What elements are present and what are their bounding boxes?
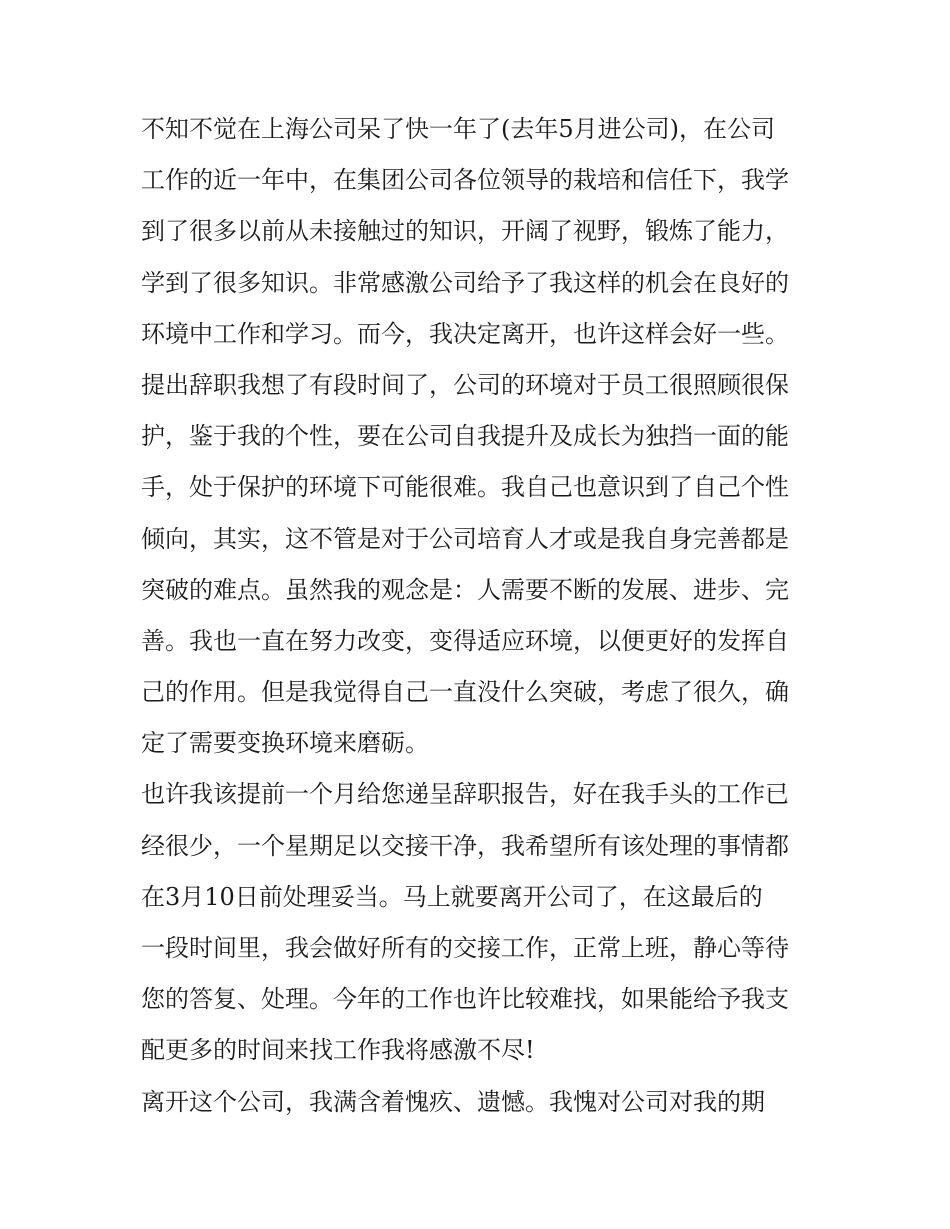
text-line: 环境中工作和学习。而今，我决定离开，也许这样会好一些。: [141, 319, 789, 348]
text-line: 不知不觉在上海公司呆了快一年了(去年5月进公司)，在公司: [141, 115, 775, 143]
text-line: 倾向，其实，这不管是对于公司培育人才或是我自身完善都是: [141, 524, 789, 553]
text-line: 您的答复、处理。今年的工作也许比较难找，如果能给予我支: [141, 985, 789, 1014]
text-line: 工作的近一年中，在集团公司各位领导的栽培和信任下，我学: [141, 166, 789, 195]
text-line: 一段时间里，我会做好所有的交接工作，正常上班，静心等待: [141, 934, 789, 962]
text-line: 定了需要变换环境来磨砺。: [141, 729, 429, 758]
text-line: 善。我也一直在努力改变，变得适应环境，以便更好的发挥自: [141, 626, 789, 655]
text-line: 护，鉴于我的个性，要在公司自我提升及成长为独挡一面的能: [141, 422, 789, 451]
text-line: 经很少，一个星期足以交接干净，我希望所有该处理的事情都: [141, 831, 789, 860]
text-line: 突破的难点。虽然我的观念是：人需要不断的发展、进步、完: [141, 575, 789, 604]
text-line: 在3月10日前处理妥当。马上就要离开公司了，在这最后的: [141, 882, 763, 911]
text-line: 到了很多以前从未接触过的知识，开阔了视野，锻炼了能力，: [141, 217, 789, 246]
text-line: 手，处于保护的环境下可能很难。我自己也意识到了自己个性: [141, 473, 789, 502]
resignation-letter-body: [141, 104, 821, 1128]
text-line: 提出辞职我想了有段时间了，公司的环境对于员工很照顾很保: [141, 370, 789, 399]
text-line: 己的作用。但是我觉得自己一直没什么突破，考虑了很久，确: [141, 678, 789, 707]
text-line: 配更多的时间来找工作我将感激不尽!: [141, 1036, 535, 1065]
text-line: 学到了很多知识。非常感激公司给予了我这样的机会在良好的: [141, 268, 789, 297]
text-line: 离开这个公司，我满含着愧疚、遗憾。我愧对公司对我的期: [141, 1087, 765, 1116]
text-line: 也许我该提前一个月给您递呈辞职报告，好在我手头的工作已: [141, 780, 789, 809]
